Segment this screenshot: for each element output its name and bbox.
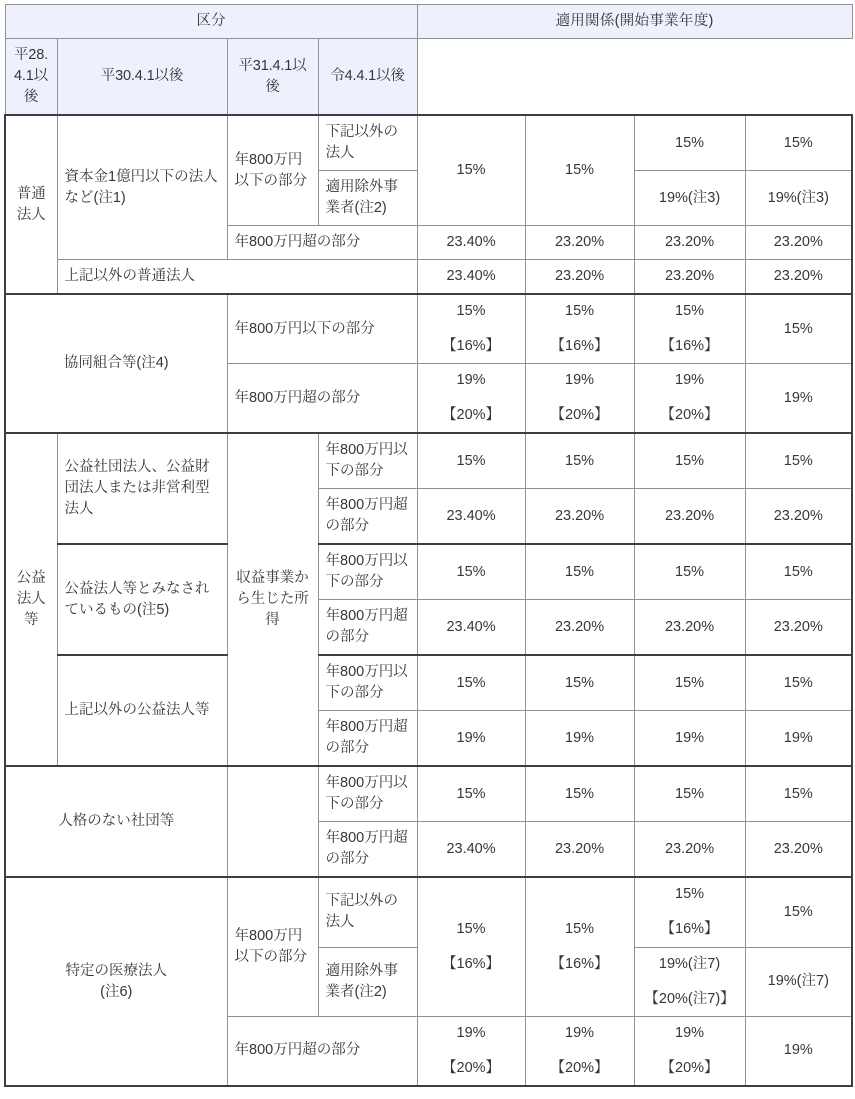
value-iryo-over-c1-top: 19% — [456, 1024, 486, 1041]
value-futsu-sub2-c1: 23.40% — [417, 260, 525, 295]
cell-jinkaku-name: 人格のない社団等 — [5, 766, 227, 877]
cell-koeki-g3-over-label: 年800万円超の部分 — [318, 711, 417, 767]
row-jinkaku-under — [5, 766, 852, 822]
cell-koeki-g3-label: 上記以外の公益法人等 — [57, 655, 227, 766]
cell-iryo-name — [5, 877, 227, 1085]
cell-koeki-name: 公益法人等 — [5, 433, 57, 766]
row-futsu-other-corp — [5, 260, 852, 295]
value-iryo-over-c3-top: 19% — [675, 1024, 705, 1041]
cell-koeki-g2-under-label: 年800万円以下の部分 — [318, 544, 417, 600]
value-kyodo-under-c4: 15% — [745, 294, 852, 364]
cell-futsu-over-label: 年800万円超の部分 — [227, 226, 417, 260]
value-kyodo-under-c3-top: 15% — [675, 303, 705, 320]
value-koeki-g1-under-c4: 15% — [745, 433, 852, 489]
value-kyodo-over-c4: 19% — [745, 364, 852, 434]
value-koeki-g3-over-c3: 19% — [634, 711, 745, 767]
value-iryo-c2 — [525, 877, 634, 1016]
cell-koeki-g2-over-label: 年800万円超の部分 — [318, 600, 417, 656]
value-koeki-g2-under-c3: 15% — [634, 544, 745, 600]
row-futsu-other — [5, 115, 852, 171]
value-futsu-over-c3: 23.20% — [634, 226, 745, 260]
value-koeki-g1-under-c3: 15% — [634, 433, 745, 489]
cell-futsu-under-label: 年800万円以下の部分 — [227, 115, 318, 226]
cell-koeki-g2-label: 公益法人等とみなされているもの(注5) — [57, 544, 227, 655]
value-iryo-over-c3 — [634, 1016, 745, 1086]
value-iryo-excluded-c3-bot: 【20%(注7)】 — [644, 990, 735, 1007]
cell-iryo-name-line2: (注6) — [100, 983, 133, 1000]
value-futsu-over-c2: 23.20% — [525, 226, 634, 260]
value-iryo-other-c4: 15% — [745, 877, 852, 947]
header-col-h30: 平30.4.1以後 — [57, 39, 227, 116]
row-kyodo-under — [5, 294, 852, 364]
cell-kyodo-name: 協同組合等(注4) — [5, 294, 227, 433]
value-iryo-over-c3-bot: 【20%】 — [660, 1059, 719, 1076]
value-futsu-sub2-c3: 23.20% — [634, 260, 745, 295]
value-jinkaku-over-c4: 23.20% — [745, 822, 852, 878]
value-koeki-g2-over-c2: 23.20% — [525, 600, 634, 656]
cell-iryo-under-label: 年800万円以下の部分 — [227, 877, 318, 1016]
cell-jinkaku-spacer — [227, 766, 318, 877]
cell-koeki-g1-over-label: 年800万円超の部分 — [318, 489, 417, 545]
cell-futsu-sub2: 上記以外の普通法人 — [57, 260, 417, 295]
cell-futsu-name: 普通法人 — [5, 115, 57, 294]
cell-jinkaku-over-label: 年800万円超の部分 — [318, 822, 417, 878]
value-kyodo-under-c2-top: 15% — [565, 303, 595, 320]
value-jinkaku-under-c3: 15% — [634, 766, 745, 822]
value-iryo-other-c3 — [634, 877, 745, 947]
cell-iryo-row-other: 下記以外の法人 — [318, 877, 417, 947]
value-futsu-c4-other: 15% — [745, 115, 852, 171]
value-iryo-over-c1-bot: 【20%】 — [442, 1059, 501, 1076]
value-kyodo-under-c2 — [525, 294, 634, 364]
cell-kyodo-under-label: 年800万円以下の部分 — [227, 294, 417, 364]
corporate-tax-rate-table — [4, 4, 853, 1087]
value-koeki-g1-over-c4: 23.20% — [745, 489, 852, 545]
header-row-years — [5, 39, 852, 116]
value-koeki-g1-over-c3: 23.20% — [634, 489, 745, 545]
value-koeki-g2-over-c3: 23.20% — [634, 600, 745, 656]
cell-koeki-g1-label: 公益社団法人、公益財団法人または非営利型法人 — [57, 433, 227, 544]
value-kyodo-over-c2-bot: 【20%】 — [550, 407, 609, 424]
value-koeki-g3-over-c1: 19% — [417, 711, 525, 767]
value-iryo-over-c2-top: 19% — [565, 1024, 595, 1041]
value-iryo-excluded-c4: 19%(注7) — [745, 947, 852, 1016]
header-col-r4: 令4.4.1以後 — [318, 39, 417, 116]
cell-iryo-over-label: 年800万円超の部分 — [227, 1016, 417, 1086]
value-kyodo-over-c2 — [525, 364, 634, 434]
value-kyodo-under-c1 — [417, 294, 525, 364]
value-kyodo-over-c1 — [417, 364, 525, 434]
value-koeki-g2-under-c4: 15% — [745, 544, 852, 600]
header-period: 適用関係(開始事業年度) — [417, 5, 852, 39]
value-koeki-g2-over-c1: 23.40% — [417, 600, 525, 656]
value-iryo-excluded-c3-top: 19%(注7) — [658, 955, 721, 972]
value-kyodo-over-c1-bot: 【20%】 — [442, 407, 501, 424]
value-futsu-c1-merged: 15% — [417, 115, 525, 226]
value-koeki-g1-under-c1: 15% — [417, 433, 525, 489]
value-futsu-c3-other: 15% — [634, 115, 745, 171]
value-futsu-over-c4: 23.20% — [745, 226, 852, 260]
cell-iryo-name-line1: 特定の医療法人 — [65, 962, 167, 979]
row-iryo-other — [5, 877, 852, 947]
value-futsu-c4-excluded: 19%(注3) — [745, 171, 852, 226]
value-kyodo-over-c1-top: 19% — [456, 372, 486, 389]
value-kyodo-over-c2-top: 19% — [565, 372, 595, 389]
row-koeki-g3-under — [5, 655, 852, 711]
value-koeki-g2-under-c2: 15% — [525, 544, 634, 600]
value-kyodo-under-c2-bot: 【16%】 — [550, 338, 609, 355]
header-row-top — [5, 5, 852, 39]
value-koeki-g1-over-c2: 23.20% — [525, 489, 634, 545]
value-koeki-g3-under-c1: 15% — [417, 655, 525, 711]
value-iryo-c1-bot: 【16%】 — [442, 956, 501, 972]
cell-koeki-g3-under-label: 年800万円以下の部分 — [318, 655, 417, 711]
value-jinkaku-over-c3: 23.20% — [634, 822, 745, 878]
value-iryo-over-c2-bot: 【20%】 — [550, 1059, 609, 1076]
row-koeki-g1-under — [5, 433, 852, 489]
value-iryo-c1 — [417, 877, 525, 1016]
value-jinkaku-under-c2: 15% — [525, 766, 634, 822]
value-koeki-g3-over-c4: 19% — [745, 711, 852, 767]
value-koeki-g2-under-c1: 15% — [417, 544, 525, 600]
value-kyodo-under-c1-bot: 【16%】 — [442, 338, 501, 355]
value-futsu-c2-merged: 15% — [525, 115, 634, 226]
value-futsu-sub2-c2: 23.20% — [525, 260, 634, 295]
value-koeki-g2-over-c4: 23.20% — [745, 600, 852, 656]
cell-iryo-row-excluded: 適用除外事業者(注2) — [318, 947, 417, 1016]
value-jinkaku-under-c1: 15% — [417, 766, 525, 822]
cell-futsu-row-excluded: 適用除外事業者(注2) — [318, 171, 417, 226]
value-iryo-c2-top: 15% — [565, 920, 595, 937]
value-kyodo-under-c1-top: 15% — [456, 303, 486, 320]
value-iryo-excluded-c3 — [634, 947, 745, 1016]
value-iryo-other-c3-top: 15% — [675, 886, 705, 903]
cell-kyodo-over-label: 年800万円超の部分 — [227, 364, 417, 434]
value-iryo-other-c3-bot: 【16%】 — [660, 921, 719, 938]
cell-futsu-row-other: 下記以外の法人 — [318, 115, 417, 171]
value-jinkaku-under-c4: 15% — [745, 766, 852, 822]
value-kyodo-over-c3-top: 19% — [675, 372, 705, 389]
value-iryo-c1-top: 15% — [456, 920, 486, 937]
header-category: 区分 — [5, 5, 417, 39]
value-koeki-g1-under-c2: 15% — [525, 433, 634, 489]
value-iryo-over-c1 — [417, 1016, 525, 1086]
value-koeki-g3-under-c4: 15% — [745, 655, 852, 711]
value-futsu-c3-excluded: 19%(注3) — [634, 171, 745, 226]
value-kyodo-under-c3 — [634, 294, 745, 364]
cell-futsu-sub1: 資本金1億円以下の法人など(注1) — [57, 115, 227, 260]
value-koeki-g3-under-c2: 15% — [525, 655, 634, 711]
value-futsu-sub2-c4: 23.20% — [745, 260, 852, 295]
value-futsu-over-c1: 23.40% — [417, 226, 525, 260]
value-iryo-over-c2 — [525, 1016, 634, 1086]
value-kyodo-over-c3 — [634, 364, 745, 434]
header-col-h31: 平31.4.1以後 — [227, 39, 318, 116]
value-koeki-g1-over-c1: 23.40% — [417, 489, 525, 545]
cell-jinkaku-under-label: 年800万円以下の部分 — [318, 766, 417, 822]
cell-koeki-income-label: 収益事業から生じた所得 — [227, 433, 318, 766]
value-koeki-g3-over-c2: 19% — [525, 711, 634, 767]
value-kyodo-over-c3-bot: 【20%】 — [660, 407, 719, 424]
value-koeki-g3-under-c3: 15% — [634, 655, 745, 711]
value-kyodo-under-c3-bot: 【16%】 — [660, 338, 719, 355]
row-koeki-g2-under — [5, 544, 852, 600]
value-iryo-over-c4: 19% — [745, 1016, 852, 1086]
value-jinkaku-over-c2: 23.20% — [525, 822, 634, 878]
value-iryo-c2-bot: 【16%】 — [550, 956, 609, 972]
value-jinkaku-over-c1: 23.40% — [417, 822, 525, 878]
cell-koeki-g1-under-label: 年800万円以下の部分 — [318, 433, 417, 489]
header-col-h28: 平28.4.1以後 — [5, 39, 57, 116]
